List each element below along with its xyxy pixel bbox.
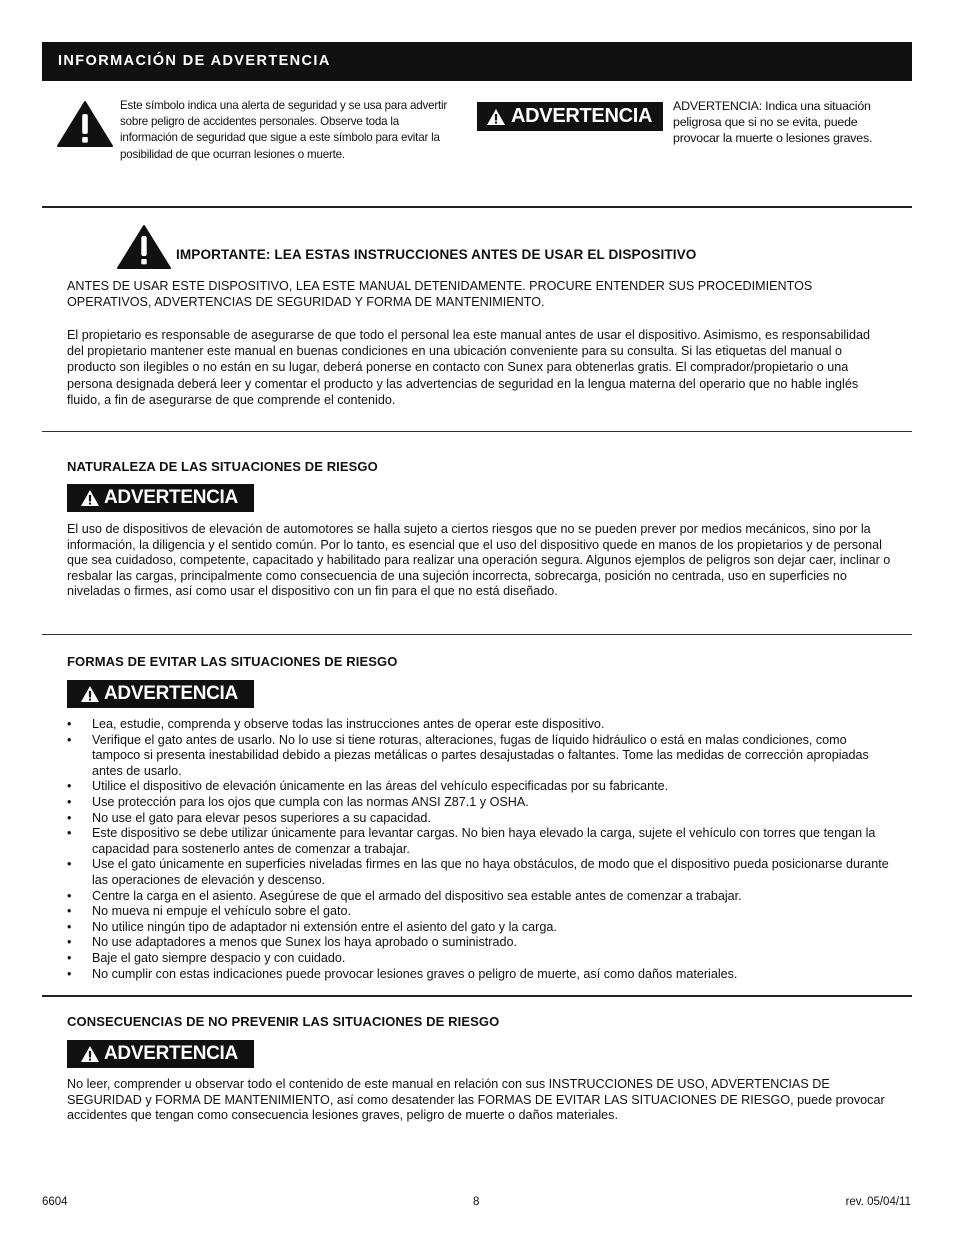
list-item-text: No utilice ningún tipo de adaptador ni extensión entre el asiento del gato y la carga.: [92, 919, 557, 934]
symbol-description: Este símbolo indica una alerta de seguridad y se usa para advertir sobre peligro de accidentes personales. Observe toda la información de seguridad que sigue a este símbolo para evitar la posibilidad de que ocurran lesiones o muerte.: [120, 99, 448, 161]
warning-triangle-icon: [56, 100, 114, 148]
nature-heading: NATURALEZA DE LAS SITUACIONES DE RIESGO: [67, 459, 378, 474]
list-item-text: No mueva ni empuje el vehículo sobre el gato.: [92, 904, 352, 919]
advertencia-badge-label: ADVERTENCIA: [104, 683, 238, 704]
footer-page-number: 8: [473, 1196, 480, 1208]
warning-triangle-icon: [80, 489, 100, 507]
bullet-marker: •: [67, 966, 72, 981]
advertencia-badge-label: ADVERTENCIA: [511, 105, 653, 127]
list-item-text: Use protección para los ojos que cumpla con las normas ANSI Z87.1 y OSHA.: [92, 794, 529, 809]
bullet-marker: •: [67, 779, 72, 794]
list-item-text: Lea, estudie, comprenda y observe todas las instrucciones antes de operar este dispositivo.: [92, 717, 605, 731]
bullet-marker: •: [67, 732, 72, 747]
list-item: [67, 967, 889, 983]
list-item: [67, 857, 889, 888]
avoid-heading: FORMAS DE EVITAR LAS SITUACIONES DE RIESGO: [67, 654, 398, 669]
list-item: [67, 733, 889, 780]
warning-triangle-icon: [80, 1045, 100, 1063]
important-paragraph-2: El propietario es responsable de asegurarse de que todo el personal lea este manual antes de usar el dispositivo. Asimismo, es responsabilidad del propietario mantener este manual en buenas condiciones en una ubicación conveniente para su consulta. Si las etiquetas del manual o producto son ilegibles o no están en su lugar, deberá ponerse en contacto con Sunex para obtenerlas gratis. El comprador/propietario o una persona designada deberá leer y comentar el producto y las advertencias de seguridad en la lengua materna del operario que no hable inglés fluido, a fin de asegurarse de que comprende el contenido.: [67, 328, 870, 407]
advertencia-badge: [67, 680, 254, 708]
divider: [42, 995, 912, 997]
list-item-text: No use el gato para elevar pesos superiores a su capacidad.: [92, 810, 431, 825]
warning-triangle-icon: [116, 224, 172, 270]
important-heading: IMPORTANTE: LEA ESTAS INSTRUCCIONES ANTES DE USAR EL DISPOSITIVO: [176, 247, 697, 262]
list-item: [67, 795, 889, 811]
list-item: [67, 904, 889, 920]
list-item-text: No cumplir con estas indicaciones puede provocar lesiones graves o peligro de muerte, así como daños materiales.: [92, 966, 738, 981]
bullet-marker: •: [67, 810, 72, 825]
bullet-marker: •: [67, 919, 72, 934]
bullet-marker: •: [67, 888, 72, 903]
list-item: [67, 779, 889, 795]
nature-paragraph: El uso de dispositivos de elevación de automotores se halla sujeto a ciertos riesgos que no se pueden prever por medios mecánicos, sino por la información, la diligencia y el sentido común. Por lo tanto, es esencial que el uso del dispositivo quede en manos de los propietarios y de personal que sea cuidadoso, competente, capacitado y habilitado para realizar una operación segura. Algunos ejemplos de peligros son dejar caer, inclinar o resbalar las cargas, principalmente como consecuencia de una sujeción incorrecta, sobrecarga, posición no centrada, uso en superficies no niveladas o firmes, así como usar el dispositivo con un fin para el que no está diseñado.: [67, 522, 891, 599]
list-item: [67, 920, 889, 936]
warning-triangle-icon: [80, 685, 100, 703]
bullet-marker: •: [67, 826, 72, 841]
list-item-text: Verifique el gato antes de usarlo. No lo use si tiene roturas, alteraciones, fugas de líquido hidráulico o está en malas condiciones, como tampoco si presenta inestabilidad debido a piezas metálicas o partes desajustadas o faltantes. Tome las medidas de corrección apropiadas antes de usarlo.: [92, 732, 869, 778]
list-item: [67, 811, 889, 827]
list-item: [67, 935, 889, 951]
advertencia-badge: [67, 1040, 254, 1068]
list-item: [67, 889, 889, 905]
list-item: [67, 826, 889, 857]
footer-model-number: 6604: [42, 1196, 68, 1208]
warning-triangle-icon: [486, 108, 506, 126]
divider: [42, 206, 912, 208]
list-item-text: Utilice el dispositivo de elevación únicamente en las áreas del vehículo especificadas por su fabricante.: [92, 779, 669, 794]
bullet-marker: •: [67, 935, 72, 950]
consequences-paragraph: No leer, comprender u observar todo el contenido de este manual en relación con sus INSTRUCCIONES DE USO, ADVERTENCIAS DE SEGURIDAD y FORMA DE MANTENIMIENTO, así como desatender las FORMAS DE EVITAR LAS SITUACIONES DE RIESGO, puede provocar accidentes que tengan como consecuencia lesiones graves, peligro de muerte o daños materiales.: [67, 1077, 885, 1123]
bullet-marker: •: [67, 717, 72, 731]
advertencia-badge-label: ADVERTENCIA: [104, 487, 238, 508]
bullet-marker: •: [67, 794, 72, 809]
list-item-text: Baje el gato siempre despacio y con cuidado.: [92, 950, 346, 965]
list-item: [67, 717, 889, 733]
list-item-text: Este dispositivo se debe utilizar únicamente para levantar cargas. No bien haya elevado la carga, sujete el vehículo con torres que tengan la capacidad para sostenerlo antes de comenzar a trabajar.: [92, 826, 876, 856]
section-header-bar: [42, 42, 912, 81]
list-item-text: Centre la carga en el asiento. Asegúrese de que el armado del dispositivo sea estable antes de comenzar a trabajar.: [92, 888, 742, 903]
important-paragraph-1: ANTES DE USAR ESTE DISPOSITIVO, LEA ESTE MANUAL DETENIDAMENTE. PROCURE ENTENDER SUS PROCEDIMIENTOS OPERATIVOS, ADVERTENCIAS DE SEGURIDAD Y FORMA DE MANTENIMIENTO.: [67, 279, 813, 309]
advertencia-badge: [67, 484, 254, 512]
divider: [42, 634, 912, 635]
footer-revision: rev. 05/04/11: [845, 1196, 911, 1208]
bullet-marker: •: [67, 904, 72, 919]
list-item-text: No use adaptadores a menos que Sunex los haya aprobado o suministrado.: [92, 935, 517, 950]
section-header-title: INFORMACIÓN DE ADVERTENCIA: [58, 53, 331, 69]
list-item-text: Use el gato únicamente en superficies niveladas firmes en las que no haya obstáculos, de modo que el dispositivo pueda posicionarse durante las operaciones de elevación y descenso.: [92, 857, 889, 887]
advertencia-badge-label: ADVERTENCIA: [104, 1043, 238, 1064]
bullet-marker: •: [67, 857, 72, 872]
avoid-list: [67, 717, 889, 982]
bullet-marker: •: [67, 950, 72, 965]
advertencia-definition: ADVERTENCIA: Indica una situación peligrosa que si no se evita, puede provocar la muerte o lesiones graves.: [673, 99, 873, 146]
list-item: [67, 951, 889, 967]
divider: [42, 431, 912, 432]
advertencia-badge: [477, 102, 663, 131]
consequences-heading: CONSECUENCIAS DE NO PREVENIR LAS SITUACIONES DE RIESGO: [67, 1014, 500, 1029]
